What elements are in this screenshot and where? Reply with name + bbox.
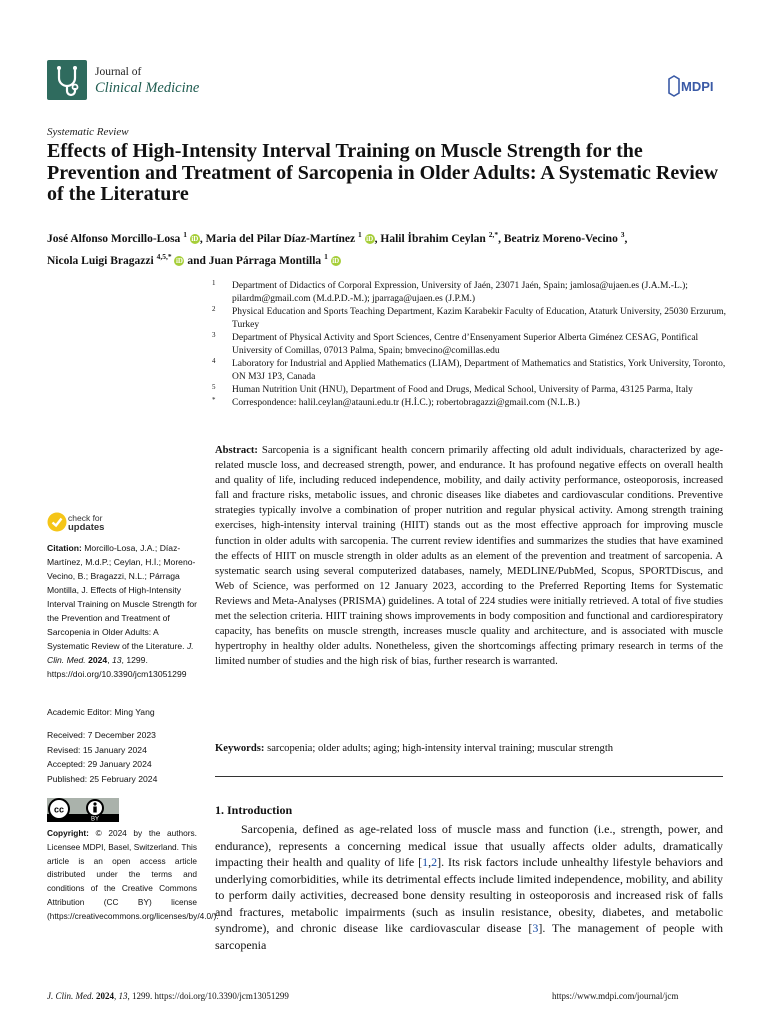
intro-text-1: Sarcopenia, defined as age-related loss of muscle mass and function (i.e., strength, power, and endurance), represents a concerning medical issue that usually affects older adults, dramatically impacting their health and quality of life bbox=[215, 822, 723, 869]
article-type: Systematic Review bbox=[47, 126, 129, 138]
citation-volume: 13 bbox=[111, 655, 122, 665]
affiliations bbox=[210, 280, 740, 410]
citation-link[interactable]: 3 bbox=[532, 921, 539, 935]
author-affiliation-sup: 1 bbox=[324, 251, 328, 261]
cc-badge-label: BY bbox=[90, 816, 100, 822]
abstract-text: Sarcopenia is a significant health concern primarily affecting old adult individuals, characterized by age-related muscle loss, and decreased strength, power, and endurance. It has profound negative effects on overall health and quality of life, including reduced independence, mobility, and daily activity performance, osteoporosis, increased fall and fracture risks, metabolic issues, and chronic diseases like diabetes and cardiovascular conditions. Preventive strategies typically involve a combination of proper nutrition and regular physical activity. Among strength training exercises, high-intensity interval training (HIIT) stands out as the most effective approach for improving muscle function in older adults with sarcopenia. The current review identifies and summarizes the studies that have examined the effects of HIIT on muscle strength in older adults as an element of the prevention and treatment of sarcopenia. A systematic search using several computerized databases, namely, MEDLINE/PubMed, Scopus, SPORTDiscus, and Web of Science, was performed on 12 January 2023, according to the Preferred Reporting Items for Systematic Reviews and Meta-Analyses (PRISMA) guidelines. A total of 224 studies were initially retrieved. A total of five studies met the selection criteria. HIIT training shows improvements in body composition and functional and cardiorespiratory capacity, has benefits on muscle strength, increases muscle quality and architecture, and is associated with muscle hypertrophy in healthy older adults. Nonetheless, given the shortcomings affecting primary research in terms of the limited number of studies and the high risk of bias, further research is warranted. bbox=[215, 445, 723, 668]
citation-label: Citation: bbox=[47, 543, 82, 553]
affiliation-text: Physical Education and Sports Teaching Department, Kazim Karabekir Faculty of Education, Ataturk University, 25030 Erzurum, Turkey bbox=[232, 307, 726, 330]
affiliation-item bbox=[210, 358, 740, 384]
svg-text:cc: cc bbox=[53, 804, 65, 815]
affiliation-number: 5 bbox=[212, 383, 216, 391]
keywords bbox=[215, 741, 723, 756]
author-list bbox=[47, 226, 737, 270]
affiliation-number: * bbox=[212, 396, 216, 404]
accepted-date: Accepted: 29 January 2024 bbox=[47, 759, 152, 769]
affiliation-number: 3 bbox=[212, 331, 216, 339]
intro-text-2: . Its risk factors include unhealthy lifestyle behaviors and underlying comorbidities, while its detrimental effects include limited independence, mobility, and ability to perform daily activities, decreased bone density resulting in osteoporosis and increased risk of falls and fractures, metabolic impairments (such as insulin resistance, obesity, diabetes, and metabolic syndrome), and chronic disease like cardiovascular disease bbox=[215, 855, 723, 935]
affiliation-number: 2 bbox=[212, 305, 216, 313]
author-name[interactable]: Maria del Pilar Díaz-Martínez bbox=[205, 232, 356, 245]
author-name[interactable]: Nicola Luigi Bragazzi bbox=[47, 254, 154, 267]
copyright-label: Copyright: bbox=[47, 828, 89, 838]
check-for-updates-label[interactable] bbox=[68, 514, 104, 532]
affiliation-item bbox=[210, 280, 740, 306]
revised-date: Revised: 15 January 2024 bbox=[47, 744, 147, 755]
affiliation-text: Human Nutrition Unit (HNU), Department of Food and Drugs, Medical School, University of Parma, 43125 Parma, Italy bbox=[232, 385, 693, 395]
orcid-icon[interactable]: iD bbox=[332, 256, 340, 265]
footer-doi[interactable]: , 1299. https://doi.org/10.3390/jcm13051299 bbox=[127, 991, 289, 1001]
author-separator: and bbox=[184, 254, 209, 267]
keywords-label: Keywords: bbox=[215, 743, 265, 754]
check-line2: updates bbox=[68, 522, 105, 533]
affiliation-text: Laboratory for Industrial and Applied Mathematics (LIAM), Department of Mathematics and Statistics, York University, Toronto, ON M3J 1P3, Canada bbox=[232, 359, 726, 382]
author-separator: , bbox=[374, 232, 381, 245]
article-title: Effects of High-Intensity Interval Training on Muscle Strength for the Prevention and Treatment of Sarcopenia in Older Adults: A Systematic Review of the Literature bbox=[47, 140, 719, 205]
affiliation-item bbox=[210, 384, 740, 397]
author-affiliation-sup: 4,5,* bbox=[156, 251, 172, 261]
check-line1: check for bbox=[68, 513, 103, 523]
journal-logo bbox=[47, 60, 87, 100]
citation-year: 2024 bbox=[88, 655, 108, 665]
orcid-icon[interactable]: iD bbox=[175, 256, 183, 265]
keywords-text: sarcopenia; older adults; aging; high-intensity interval training; muscular strength bbox=[267, 743, 614, 754]
author-affiliation-sup: 2,* bbox=[488, 230, 499, 239]
cc-by-license-badge[interactable] bbox=[47, 798, 119, 827]
orcid-icon[interactable]: iD bbox=[366, 234, 374, 243]
check-for-updates-icon[interactable] bbox=[47, 512, 67, 537]
affiliation-text: Correspondence: halil.ceylan@atauni.edu.tr (H.İ.C.); robertobragazzi@gmail.com (N.L.B.) bbox=[232, 398, 580, 408]
citation-block: Citation: Morcillo-Losa, J.A.; Díaz-Martínez, M.d.P.; Ceylan, H.İ.; Moreno-Vecino, B.; Bragazzi, N.L.; Párraga Montilla, J. Effects of High-Intensity Interval Training on Muscle Strength for the Prevention and Treatment of Sarcopenia in Older Adults: A Systematic Review of the Literature. J. Clin. Med. 2024, 13, 1299. https://doi.org/10.3390/jcm13051299 bbox=[47, 543, 197, 679]
footer-volume: 13 bbox=[118, 991, 128, 1001]
citation-link[interactable]: 2 bbox=[431, 855, 438, 869]
author-affiliation-sup: 3 bbox=[620, 230, 625, 239]
affiliation-number: 4 bbox=[212, 357, 216, 365]
author-affiliation-sup: 1 bbox=[358, 230, 362, 239]
footer-journal: J. Clin. Med. bbox=[47, 991, 94, 1001]
affiliation-item bbox=[210, 332, 740, 358]
affiliation-text: Department of Didactics of Corporal Expression, University of Jaén, 23071 Jaén, Spain; jamlosa@ujaen.es (J.A.M.-L.); pilardm@gmail.com (M.d.P.D.-M.); jparraga@ujaen.es (J.P.M.) bbox=[232, 281, 688, 304]
copyright-notice bbox=[47, 827, 219, 924]
citation-link[interactable]: 1 bbox=[422, 855, 429, 869]
author-name[interactable]: Juan Párraga Montilla bbox=[208, 254, 322, 267]
author-name[interactable]: Halil İbrahim Ceylan bbox=[380, 232, 486, 245]
journal-name-line1: Journal of bbox=[95, 66, 142, 78]
abstract-label: Abstract: bbox=[215, 445, 258, 456]
affiliation-item bbox=[210, 397, 740, 410]
section-divider bbox=[215, 776, 723, 777]
date-list bbox=[47, 728, 157, 786]
author-separator: , bbox=[624, 232, 628, 245]
received-date: Received: 7 December 2023 bbox=[47, 730, 156, 740]
author-separator: , bbox=[498, 232, 504, 245]
mdpi-wordmark: MDPI bbox=[681, 79, 714, 94]
intro-text-3: . The management of people with sarcopenia bbox=[215, 921, 724, 952]
footer-citation: J. Clin. Med. 2024, 13, 1299. https://doi.org/10.3390/jcm13051299 bbox=[47, 991, 289, 1001]
copyright-text: © 2024 by the authors. Licensee MDPI, Basel, Switzerland. This article is an open access article distributed under the terms and conditions of the Creative Commons Attribution (CC BY) license (https://creativecommons.org/licenses/by/4.0/). bbox=[47, 828, 219, 921]
journal-name-line2: Clinical Medicine bbox=[95, 80, 200, 96]
affiliation-text: Department of Physical Activity and Sport Sciences, Centre d’Ensenyament Superior Alberta Giménez CESAG, Pontifical University of Comillas, 07013 Palma, Spain; bmvecino@comillas.edu bbox=[232, 333, 699, 356]
author-affiliation-sup: 1 bbox=[183, 230, 187, 239]
affiliation-item bbox=[210, 306, 740, 332]
citation-text: Morcillo-Losa, J.A.; Díaz-Martínez, M.d.P.; Ceylan, H.İ.; Moreno-Vecino, B.; Bragazzi, N.L.; Párraga Montilla, J. Effects of High-Intensity Interval Training on Muscle Strength for the Prevention and Treatment of Sarcopenia in Older Adults: A Systematic Review of the Literature. bbox=[47, 543, 197, 651]
footer-journal-url[interactable]: https://www.mdpi.com/journal/jcm bbox=[552, 991, 679, 1001]
intro-heading: 1. Introduction bbox=[215, 803, 293, 817]
citation-journal: J. Clin. Med. bbox=[47, 641, 194, 665]
mdpi-logo[interactable] bbox=[666, 74, 718, 103]
author-name[interactable]: Beatriz Moreno-Vecino bbox=[503, 232, 618, 245]
abstract bbox=[215, 443, 723, 669]
footer-year: 2024 bbox=[96, 991, 114, 1001]
citation-doi[interactable]: , 1299. https://doi.org/10.3390/jcm13051299 bbox=[47, 655, 187, 679]
intro-paragraph: Sarcopenia, defined as age-related loss of muscle mass and function (i.e., strength, power, and endurance), represents a concerning medical issue that usually affects older adults, dramatically impacting their health and quality of life [1,2]. Its risk factors include unhealthy lifestyle behaviors and underlying comorbidities, while its detrimental effects include limited independence, mobility, and ability to perform daily activities, decreased bone density resulting in osteoporosis and increased risk of falls and fractures, metabolic impairments (such as insulin resistance, obesity, diabetes, and metabolic syndrome), and chronic disease like cardiovascular disease [3]. The management of people with sarcopenia bbox=[215, 822, 724, 952]
author-separator: , bbox=[199, 232, 206, 245]
author-name[interactable]: José Alfonso Morcillo-Losa bbox=[47, 232, 181, 245]
published-date: Published: 25 February 2024 bbox=[47, 773, 158, 784]
orcid-icon[interactable]: iD bbox=[191, 234, 199, 243]
academic-editor: Academic Editor: Ming Yang bbox=[47, 707, 155, 717]
affiliation-number: 1 bbox=[212, 279, 216, 287]
